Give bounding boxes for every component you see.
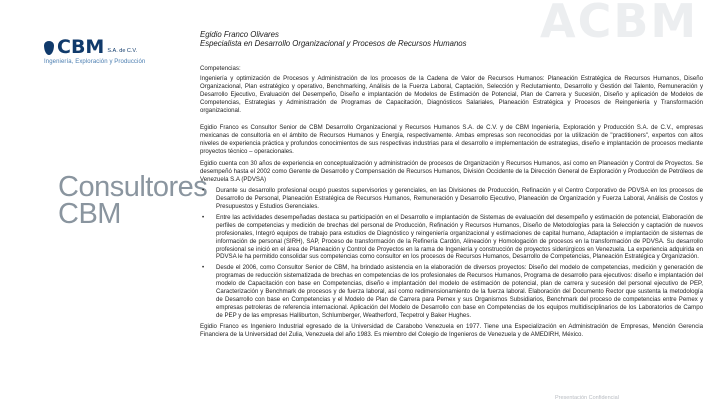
competencias-text: Ingeniería y optimización de Procesos y Administración de los procesos de la Cadena de Valor de Recursos Humanos: Planeación Estratégica de Recursos Humanos, Diseño Organizacional, Plan estratégico y operativo, Benchmarking, Análisis de la Fuerza Laboral, Captación, Selección y Reclutamiento, Desarrollo y Gestión del Talento, Remuneración y Desarrollo Ejecutivo, Evaluación del Desempeño, Diseño e implantación de Modelos de Estimación de Potencial, Plan de Carrera y Sucesión, Diseño y aplicación de Modelos de Competencias, Estrategias y Administración de Programas de Capacitación, Diagnósticos Salariales, Planeación Estratégica y Procesos de Reingeniería y Transformación organizacional. bbox=[200, 75, 703, 114]
brand-line-1: Consultores bbox=[58, 171, 208, 203]
profile-name: Egidio Franco Olivares bbox=[200, 30, 279, 39]
list-item: • Desde el 2006, como Consultor Senior de CBM, ha brindado asistencia en la elaboración de diversos proyectos: Diseño del modelo de competencias, medición y generación de programas de reducción sistematizada de brechas en competencias de los profesionales de Recursos Humanos, Programa de desarrollo para ejecutivos: diseño e implantación del modelo de Capacitación con base en Competencias, diseño e implantación del modelo de estimación de potencial, plan de carrera y sucesión del personal ejecutivo de PEP, Caracterización y Benchmark de procesos y de fuerza laboral, así como redimensionamiento de la fuerza laboral. Elaboración del Documento Rector que sustenta la metodología de Desarrollo con base en Competencias y el Modelo de Plan de Carrera para Pemex y sus Organismos Subsidiarios, Benchmark del proceso de competencias entre Pemex y empresas petroleras de referencia internacional. Aplicación del Modelo de Desarrollo con base en Competencias de los equipos multidisciplinarios de los Laboratorios de Campo de PEP y de las empresas Halliburton, Schlumberger, Weatherford, Tecpetrol y Baker Hughes. bbox=[200, 264, 703, 319]
brand-line-2: CBM bbox=[58, 198, 121, 230]
experience-list bbox=[200, 187, 703, 320]
profile-title: Especialista en Desarrollo Organizacional y Procesos de Recursos Humanos bbox=[200, 39, 467, 49]
brand-title bbox=[58, 171, 208, 230]
paragraph-intro: Egidio Franco es Consultor Senior de CBM Desarrollo Organizacional y Recursos Humanos S.A. de C.V. y de CBM Ingeniería, Exploración y Producción S.A. de C.V., empresas mexicanas de consultoría en el ámbito de Recursos Humanos y Energía, respectivamente. Ambas empresas son reconocidas por la utilización de "practitioners", expertos con altos niveles de experiencia práctica y profundos conocimientos de sus respectivas industrias para el desarrollo e implementación de estrategias, diseño e implantación de procesos mediante proyectos técnico – operacionales. bbox=[200, 123, 703, 155]
paragraph-education: Egidio Franco es Ingeniero Industrial egresado de la Universidad de Carabobo Venezuela en 1977. Tiene una Especialización en Administración de Empresas, Mención Gerencia Financiera de la Universidad del Zulia, Venezuela del año 1983. Es miembro del Colegio de Ingenieros de Venezuela y de AMEDIRH, México. bbox=[200, 322, 703, 338]
list-item: • Durante su desarrollo profesional ocupó puestos supervisorios y gerenciales, en las Divisiones de Producción, Refinación y el Centro Corporativo de PDVSA en los procesos de Desarrollo de Personal, Planeación Estratégica de Recursos Humanos, Remuneración y Desarrollo Ejecutivo, Planeación de Organización y Fuerza Laboral, Análisis de Costos y Presupuestos y Estudios Gerenciales. bbox=[200, 187, 703, 211]
footer-confidential: Presentación Confidencial bbox=[555, 395, 619, 401]
cbm-logo bbox=[44, 38, 169, 65]
list-item: • Entre las actividades desempeñadas destaca su participación en el Desarrollo e implantación de Sistemas de evaluación del desempeño y estimación de potencial, Elaboración de perfiles de competencias y medición de brechas del personal de Producción, Refinación y Recursos Humanos, Diseño de Metodologías para la Selección y captación de nuevos profesionales, Integró equipos de trabajo para estudios de Diagnóstico y reingeniería organizacional y estimaciones de capital humano, Adaptación e implantación de sistemas de información de personal (SIRH), SAP, Proceso de transformación de la Refinería Cardón, Alineación y Homologación de procesos en la transformación de PDVSA. Su desarrollo profesional se inició en el área de Planeación y Control de Proyectos en la rama de Ingeniería y construcción de proyectos siderúrgicos en Venezuela. La experiencia adquirida en PDVSA le ha permitido consolidar sus competencias como consultor en los procesos de Recursos Humanos, Desarrollo de Competencias, Planeación Estratégica y Organización. bbox=[200, 214, 703, 261]
profile-content bbox=[200, 30, 703, 339]
paragraph-experience: Egidio cuenta con 30 años de experiencia en conceptualización y administración de procesos de Organización y Recursos Humanos, así como en Planeación y Control de Proyectos. Se desempeñó hasta el 2002 como Gerente de Desarrollo y Compensación de Recursos Humanos, División Occidente de la Dirección General de Exploración y Producción de Petróleos de Venezuela S.A (PDVSA) bbox=[200, 160, 703, 184]
logo-main-text: CBM bbox=[57, 36, 105, 58]
competencias-label: Competencias: bbox=[200, 65, 241, 73]
drop-icon bbox=[44, 41, 54, 55]
watermark-logo: ACBM bbox=[540, 0, 699, 48]
logo-suffix: S.A. de C.V. bbox=[107, 48, 138, 54]
logo-subtitle: Ingeniería, Exploración y Producción bbox=[44, 59, 146, 65]
